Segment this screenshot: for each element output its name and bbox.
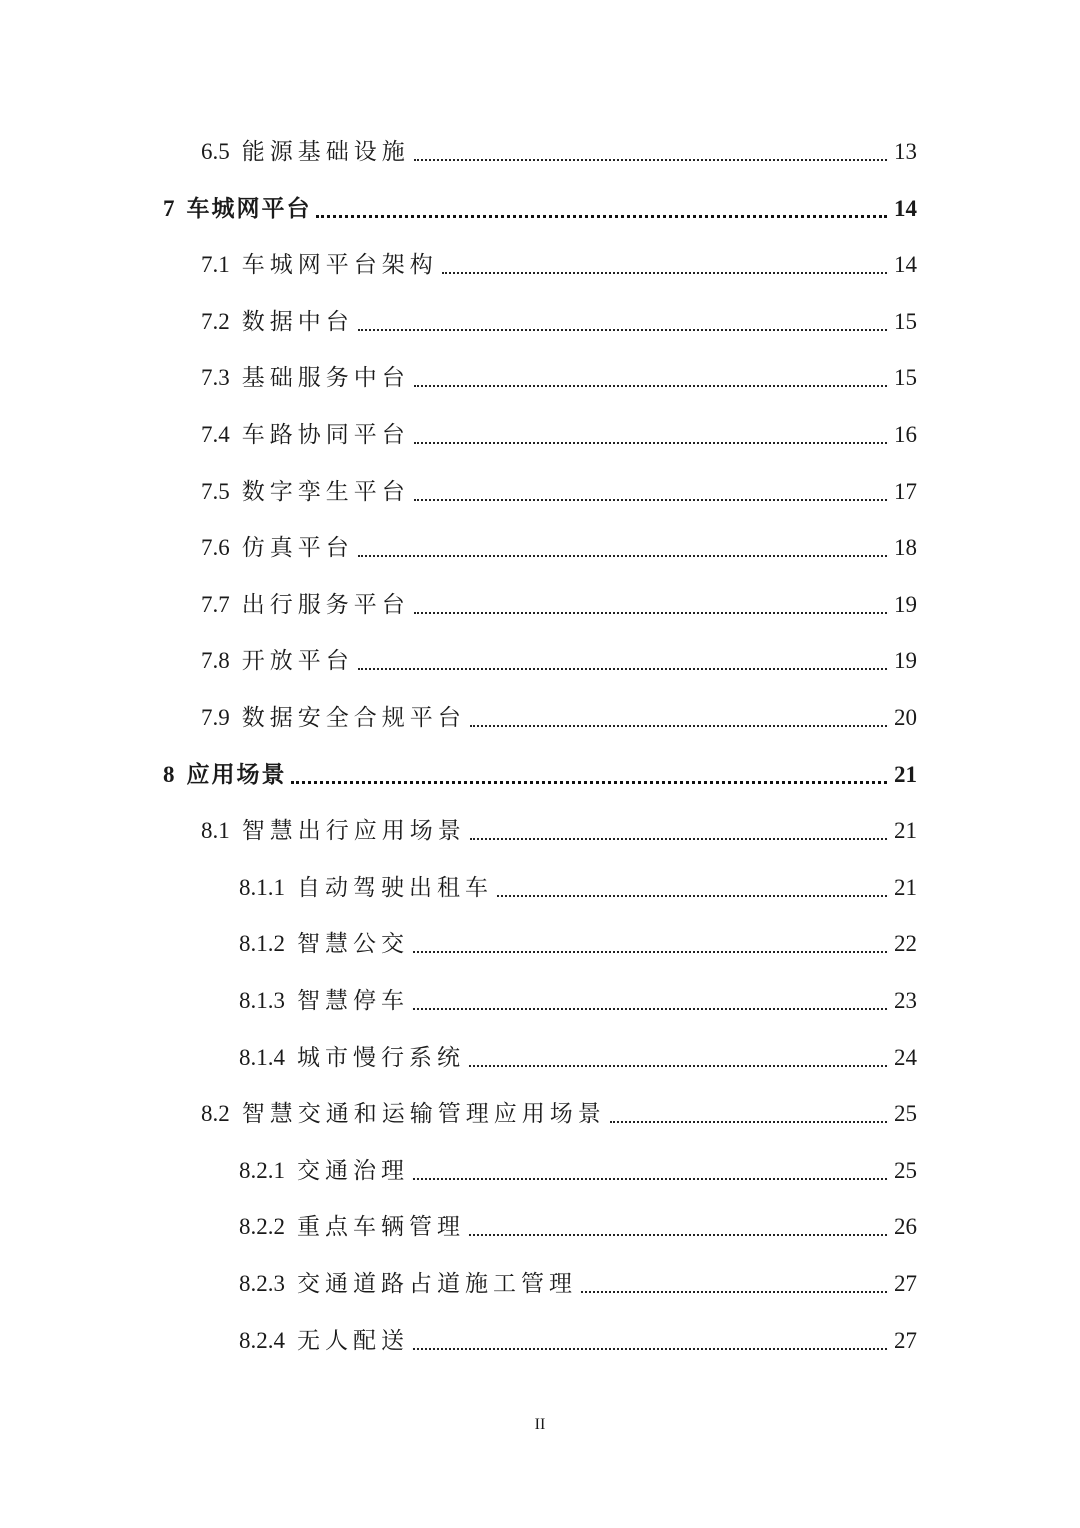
toc-entry-number: 8 bbox=[163, 761, 175, 787]
toc-entry[interactable] bbox=[239, 1151, 917, 1191]
toc-entry-page: 25 bbox=[894, 1101, 917, 1127]
toc-entry-title: 交通道路占道施工管理 bbox=[297, 1271, 577, 1297]
toc-entry-page: 25 bbox=[894, 1157, 917, 1183]
toc-entry-title: 数字孪生平台 bbox=[241, 478, 410, 505]
toc-entry-number: 7.2 bbox=[201, 308, 230, 334]
toc-entry-number: 8.2.3 bbox=[239, 1271, 285, 1296]
toc-entry-page: 17 bbox=[894, 478, 917, 504]
toc-entry[interactable] bbox=[163, 755, 917, 795]
toc-entry-page: 21 bbox=[894, 874, 917, 900]
toc-dot-leader bbox=[414, 498, 887, 501]
toc-dot-leader bbox=[413, 950, 887, 953]
toc-entry[interactable] bbox=[201, 302, 917, 342]
toc-entry-page: 27 bbox=[894, 1271, 917, 1296]
toc-entry-page: 15 bbox=[894, 365, 917, 391]
toc-entry-title: 无人配送 bbox=[297, 1327, 409, 1354]
toc-entry[interactable] bbox=[239, 868, 917, 908]
toc-dot-leader bbox=[413, 1007, 887, 1010]
toc-entry[interactable] bbox=[201, 528, 917, 568]
toc-entry-number: 7.4 bbox=[201, 422, 230, 447]
toc-dot-leader bbox=[358, 328, 887, 331]
toc-entry[interactable] bbox=[201, 415, 917, 455]
toc-entry-page: 24 bbox=[894, 1044, 917, 1070]
toc-dot-leader bbox=[470, 724, 887, 727]
toc-entry-number: 8.2 bbox=[201, 1101, 230, 1127]
toc-entry-number: 8.2.2 bbox=[239, 1214, 285, 1240]
toc-entry-title: 数据中台 bbox=[241, 308, 354, 335]
toc-entry[interactable] bbox=[201, 132, 917, 172]
toc-entry-title: 智慧出行应用场景 bbox=[241, 818, 466, 845]
toc-entry-page: 14 bbox=[894, 252, 917, 278]
toc-entry[interactable] bbox=[201, 641, 917, 681]
toc-entry-title: 能源基础设施 bbox=[241, 139, 410, 165]
toc-entry[interactable] bbox=[239, 1321, 917, 1361]
toc-entry-page: 13 bbox=[894, 139, 917, 164]
toc-dot-leader bbox=[358, 554, 887, 557]
toc-entry[interactable] bbox=[201, 472, 917, 512]
toc-entry-title: 车城网平台架构 bbox=[241, 252, 438, 279]
toc-entry-page: 21 bbox=[894, 761, 917, 787]
toc-entry-page: 19 bbox=[894, 648, 917, 674]
toc-entry-page: 14 bbox=[894, 195, 917, 221]
toc-entry-number: 8.1.4 bbox=[239, 1044, 285, 1070]
toc-entry[interactable] bbox=[201, 585, 917, 625]
toc-entry-number: 7.7 bbox=[201, 591, 230, 617]
toc-dot-leader bbox=[413, 1347, 887, 1350]
toc-entry-page: 22 bbox=[894, 931, 917, 957]
toc-entry-number: 8.1 bbox=[201, 818, 230, 844]
toc-entry-title: 开放平台 bbox=[241, 648, 354, 675]
toc-entry[interactable] bbox=[239, 924, 917, 964]
toc-entry-title: 车路协同平台 bbox=[241, 422, 410, 448]
toc-dot-leader bbox=[291, 780, 888, 784]
toc-entry-page: 21 bbox=[894, 818, 917, 844]
toc-entry[interactable] bbox=[163, 189, 917, 229]
toc-dot-leader bbox=[358, 667, 887, 670]
toc-entry-title: 数据安全合规平台 bbox=[241, 705, 466, 731]
toc-entry-number: 7.3 bbox=[201, 365, 230, 391]
toc-dot-leader bbox=[414, 611, 887, 614]
toc-entry-title: 智慧停车 bbox=[297, 988, 409, 1014]
toc-entry-page: 18 bbox=[894, 535, 917, 561]
toc-entry[interactable] bbox=[201, 245, 917, 285]
toc-dot-leader bbox=[497, 894, 887, 897]
toc-entry[interactable] bbox=[239, 981, 917, 1021]
toc-entry-title: 交通治理 bbox=[297, 1157, 409, 1184]
toc-entry-title: 智慧交通和运输管理应用场景 bbox=[241, 1101, 606, 1128]
toc-dot-leader bbox=[414, 441, 887, 444]
toc-entry-page: 23 bbox=[894, 988, 917, 1013]
toc-entry-number: 7 bbox=[163, 195, 175, 221]
toc-entry-title: 车城网平台 bbox=[186, 194, 312, 222]
toc-dot-leader bbox=[414, 158, 887, 161]
toc-entry-number: 8.2.1 bbox=[239, 1157, 285, 1183]
toc-entry[interactable] bbox=[201, 1094, 917, 1134]
toc-entry-title: 出行服务平台 bbox=[241, 591, 410, 618]
toc-dot-leader bbox=[469, 1233, 887, 1236]
toc-dot-leader bbox=[414, 384, 887, 387]
toc-entry-page: 15 bbox=[894, 308, 917, 334]
toc-entry-title: 重点车辆管理 bbox=[297, 1214, 465, 1241]
toc-entry[interactable] bbox=[201, 698, 917, 738]
toc-dot-leader bbox=[442, 271, 887, 274]
toc-entry-page: 20 bbox=[894, 705, 917, 730]
toc-entry-page: 19 bbox=[894, 591, 917, 617]
toc-entry[interactable] bbox=[239, 1207, 917, 1247]
toc-entry-title: 智慧公交 bbox=[297, 931, 409, 958]
toc-entry[interactable] bbox=[239, 1038, 917, 1078]
toc-entry-number: 7.8 bbox=[201, 648, 230, 674]
page-number: II bbox=[534, 1416, 546, 1433]
toc-entry-page: 27 bbox=[894, 1327, 917, 1353]
toc-dot-leader bbox=[316, 214, 888, 218]
toc-entry-page: 26 bbox=[894, 1214, 917, 1240]
toc-entry-number: 7.9 bbox=[201, 705, 230, 730]
toc-entry-title: 仿真平台 bbox=[241, 535, 354, 562]
toc-entry[interactable] bbox=[239, 1264, 917, 1304]
toc-dot-leader bbox=[413, 1177, 887, 1180]
toc-entry-number: 8.1.1 bbox=[239, 874, 285, 900]
toc-entry-title: 自动驾驶出租车 bbox=[297, 874, 493, 901]
toc-entry-number: 7.6 bbox=[201, 535, 230, 561]
toc-entry-number: 8.2.4 bbox=[239, 1327, 285, 1353]
toc-dot-leader bbox=[470, 837, 887, 840]
toc-dot-leader bbox=[469, 1064, 887, 1067]
toc-entry-title: 城市慢行系统 bbox=[297, 1044, 465, 1071]
toc-entry[interactable] bbox=[201, 358, 917, 398]
toc-entry[interactable] bbox=[201, 811, 917, 851]
toc-entry-number: 7.1 bbox=[201, 252, 230, 278]
toc-dot-leader bbox=[610, 1120, 887, 1123]
toc-entry-number: 6.5 bbox=[201, 139, 230, 164]
toc-entry-number: 8.1.3 bbox=[239, 988, 285, 1013]
toc-entry-number: 7.5 bbox=[201, 478, 230, 504]
toc-entry-title: 基础服务中台 bbox=[241, 365, 410, 392]
toc-dot-leader bbox=[581, 1290, 887, 1293]
toc-entry-title: 应用场景 bbox=[186, 760, 287, 788]
toc-entry-page: 16 bbox=[894, 422, 917, 447]
toc-entry-number: 8.1.2 bbox=[239, 931, 285, 957]
